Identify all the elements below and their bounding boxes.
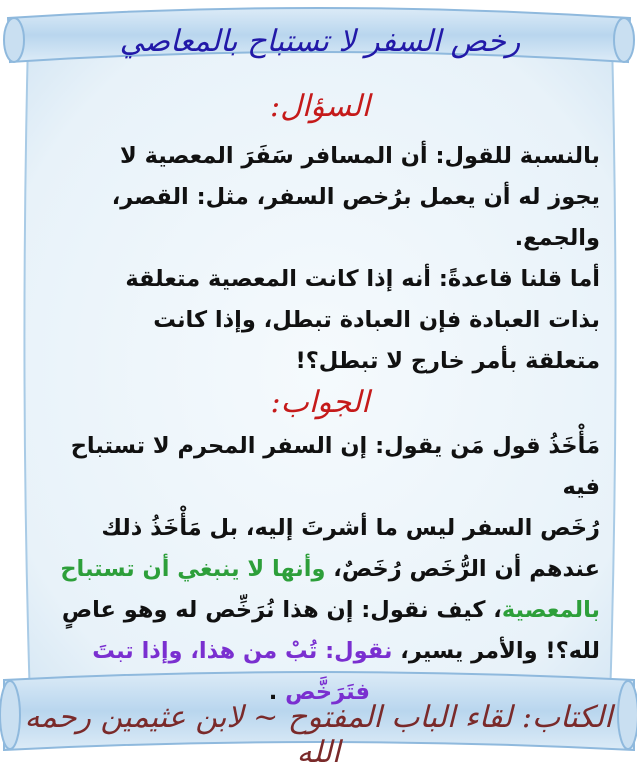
- answer-heading: الجواب:: [270, 385, 370, 420]
- question-line: أما قلنا قاعدةً: أنه إذا كانت المعصية متعلقة: [125, 266, 600, 292]
- question-heading: السؤال:: [270, 89, 370, 124]
- page-title: رخص السفر لا تستباح بالمعاصي: [119, 24, 521, 59]
- answer-text-black: لله؟! والأمر يسير،: [400, 638, 600, 664]
- answer-line: رُخَص السفر ليس ما أشرتَ إليه، بل مَأْخَذُ ذلك: [101, 515, 600, 541]
- answer-line: [40, 590, 600, 631]
- question-line: بذات العبادة فإن العبادة تبطل، وإذا كانت: [153, 307, 600, 333]
- answer-text-green: وأنها لا ينبغي أن تستباح: [60, 556, 326, 582]
- answer-text-black: ، كيف نقول: إن هذا نُرَخِّص له وهو عاصٍ: [61, 597, 502, 623]
- answer-text-purple: نقول: تُبْ من هذا، وإذا تبتَ: [92, 638, 393, 664]
- answer-line: مَأْخَذُ قول مَن يقول: إن السفر المحرم لا تستباح فيه: [70, 433, 600, 500]
- answer-line: [40, 549, 600, 590]
- question-line: والجمع.: [514, 225, 600, 251]
- answer-text-end: .: [268, 679, 278, 705]
- main-content: [40, 88, 600, 713]
- question-line: بالنسبة للقول: أن المسافر سَفَرَ المعصية لا: [120, 143, 600, 169]
- answer-text-black: عندهم أن الرُّخَص رُخَصٌ،: [333, 556, 600, 582]
- answer-text-green: بالمعصية: [501, 597, 600, 623]
- answer-text: [40, 426, 600, 713]
- question-text: [40, 136, 600, 382]
- question-line: متعلقة بأمر خارج لا تبطل؟!: [295, 348, 600, 374]
- book-source: الكتاب: لقاء الباب المفتوح ~ لابن عثيمين رحمه الله: [24, 700, 613, 770]
- question-line: يجوز له أن يعمل برُخص السفر، مثل: القصر،: [111, 184, 600, 210]
- answer-line: [40, 631, 600, 672]
- answer-text-purple: فتَرَخَّص: [285, 679, 370, 705]
